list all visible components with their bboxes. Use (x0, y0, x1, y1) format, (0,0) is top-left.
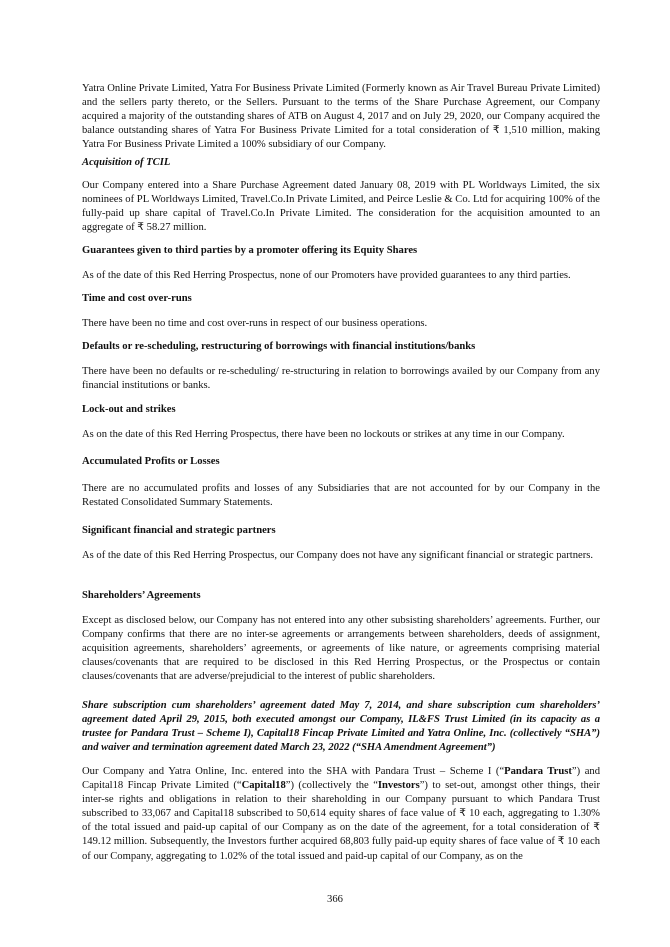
paragraph-atb-acquisition: Yatra Online Private Limited, Yatra For Business Private Limited (Formerly known as Air Travel Bureau Private Limited) and the sellers party thereto, or the Sellers. Pursuant to the terms of the Share Purchase Agreement, our Company acquired a majority of the outstanding shares of ATB on August 4, 2017 and on July 29, 2020, our Company acquired the balance outstanding shares of Yatra For Business Private Limited for a total consideration of ₹ 1,510 million, making Yatra For Business Private Limited a 100% subsidiary of our Company. (82, 83, 600, 151)
text: ”) and Capital18 Fincap Private Limited (“ (82, 766, 600, 792)
defined-term: Capital18 (241, 780, 286, 792)
defined-term: Investors (377, 780, 420, 792)
text: ”) to set-out, amongst other things, their inter-se rights and obligations in relation to their shareholding in our Company pursuant to which Pandara Trust subscribed to 33,067 and Capital18 subscribed to 50,614 equity shares of face value of ₹ 10 each, aggregating to 1.30% of the total issued and paid-up capital of our Company as on the date of the agreement, for a total consideration of ₹ 149.12 million. Subsequently, the Investors further acquired 68,803 fully paid-up equity shares of face value of ₹ 10 each of our Company, aggregating to 1.02% of the total issued and paid-up capital of our Company, as on the (82, 780, 600, 862)
heading-defaults: Defaults or re-scheduling, restructuring of borrowings with financial institutions/banks (82, 341, 476, 352)
paragraph-time-cost: There have been no time and cost over-runs in respect of our business operations. (82, 318, 428, 329)
heading-share-subscription: Share subscription cum shareholders’ agreement dated May 7, 2014, and share subscription cum shareholders’ agreement dated April 29, 2015, both executed amongst our Company, IL&FS Trust Limited (in its capacity as a trustee for Pandara Trust – Scheme I), Capital18 Fincap Private Limited and Yatra Online, Inc. (collectively “SHA”) and waiver and termination agreement dated March 23, 2022 (“SHA Amendment Agreement”) (82, 700, 600, 754)
heading-accumulated-profits: Accumulated Profits or Losses (82, 456, 220, 467)
heading-guarantees: Guarantees given to third parties by a promoter offering its Equity Shares (82, 245, 418, 256)
defined-term: Pandara Trust (504, 766, 572, 777)
text: Our Company and Yatra Online, Inc. entered into the SHA with Pandara Trust – Scheme I (“ (82, 766, 505, 777)
heading-lockout: Lock-out and strikes (82, 404, 176, 415)
paragraph-shareholders-agreements: Except as disclosed below, our Company has not entered into any other subsisting shareholders’ agreements. Further, our Company confirms that there are no inter-se agreements or arrangements between shareholders, deeds of assignment, acquisition agreements, shareholders’ agreements, or agreements of like nature, or agreements comprising material clauses/covenants that are required to be disclosed in this Red Herring Prospectus, or the Prospectus or contain clauses/covenants that are adverse/prejudicial to the interest of public shareholders. (82, 615, 600, 683)
paragraph-defaults: There have been no defaults or re-scheduling/ re-structuring in relation to borrowings availed by our Company from any financial institutions or banks. (82, 366, 600, 392)
heading-time-cost: Time and cost over-runs (82, 293, 192, 304)
heading-shareholders-agreements: Shareholders’ Agreements (82, 590, 201, 601)
paragraph-lockout: As on the date of this Red Herring Prospectus, there have been no lockouts or strikes at any time in our Company. (82, 429, 565, 440)
page-number: 366 (327, 894, 343, 905)
paragraph-sha-details (82, 765, 600, 864)
heading-acquisition-tcil: Acquisition of TCIL (82, 157, 171, 168)
paragraph-accumulated-profits: There are no accumulated profits and losses of any Subsidiaries that are not accounted for by our Company in the Restated Consolidated Summary Statements. (82, 483, 600, 509)
paragraph-tcil: Our Company entered into a Share Purchase Agreement dated January 08, 2019 with PL Worldways Limited, the six nominees of PL Worldways Limited, Travel.Co.In Private Limited, and Peirce Leslie & Co. Ltd for acquiring 100% of the fully-paid up share capital of Travel.Co.In Private Limited. The consideration for the acquisition amounted to an aggregate of ₹ 58.27 million. (82, 180, 600, 234)
paragraph-partners: As of the date of this Red Herring Prospectus, our Company does not have any significant financial or strategic partners. (82, 550, 594, 561)
heading-partners: Significant financial and strategic partners (82, 525, 276, 536)
paragraph-guarantees: As of the date of this Red Herring Prospectus, none of our Promoters have provided guarantees to any third parties. (82, 270, 571, 281)
text: ”) (collectively the “ (285, 780, 378, 792)
